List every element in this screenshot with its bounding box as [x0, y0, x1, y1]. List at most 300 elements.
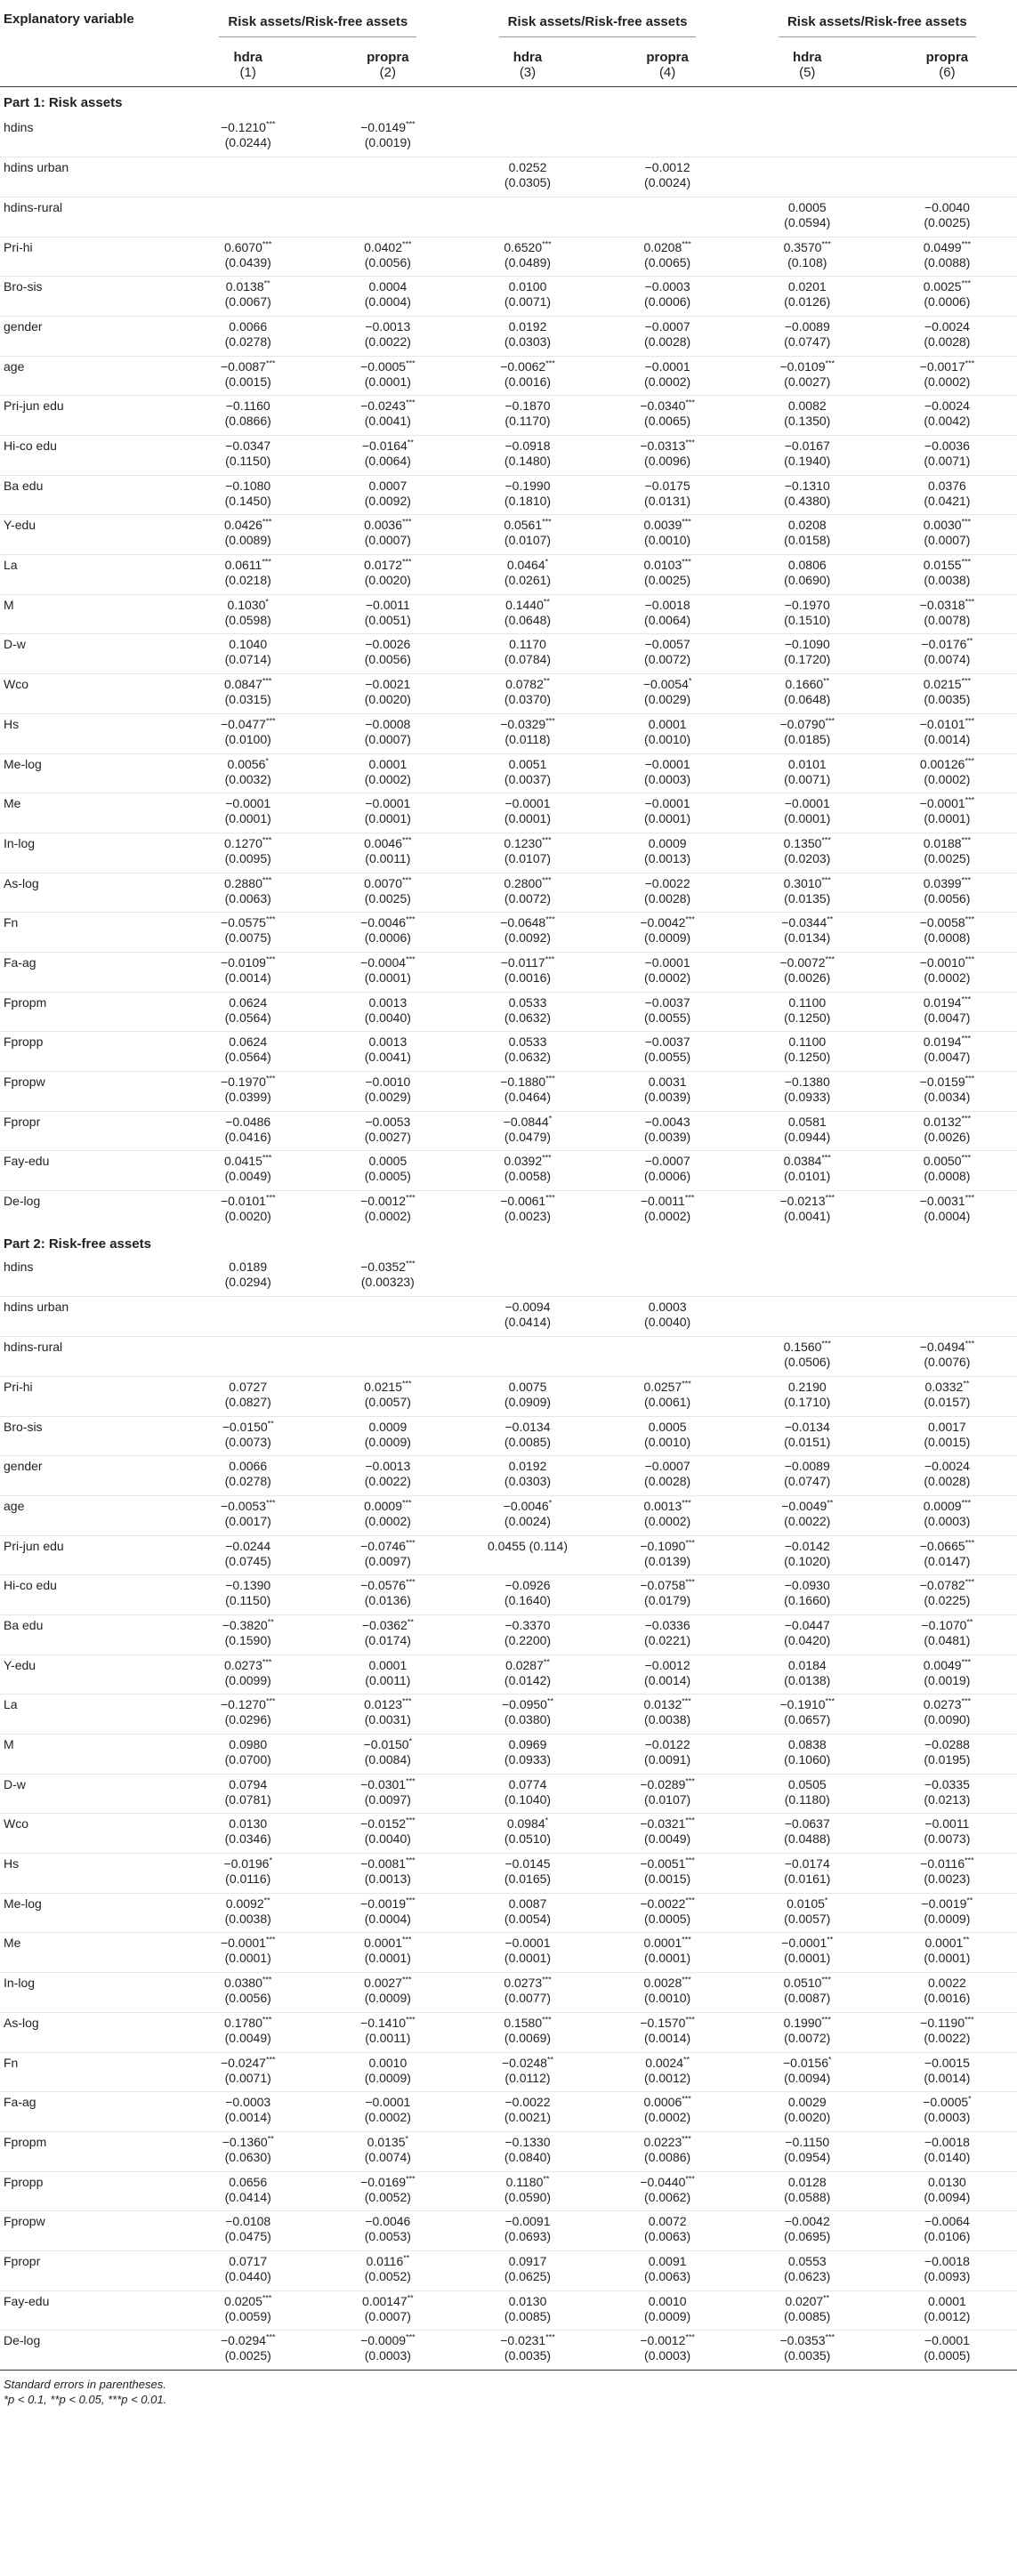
table-cell — [318, 1111, 457, 1151]
standard-error: (0.0165) — [504, 1872, 552, 1887]
standard-error: (0.0003) — [644, 2348, 691, 2363]
coefficient: 0.0257*** — [643, 1379, 691, 1394]
table-cell — [457, 1854, 597, 1894]
standard-error: (0.0065) — [644, 414, 691, 429]
table-cell — [178, 753, 318, 793]
table-row — [0, 1337, 1017, 1377]
table-row — [0, 1973, 1017, 2013]
coefficient: −0.0008 — [365, 716, 411, 731]
table-cell — [738, 1191, 877, 1231]
table-row — [0, 1151, 1017, 1191]
standard-error: (0.0118) — [504, 731, 551, 746]
variable-name: Hi-co edu — [0, 1575, 178, 1615]
coefficient: 0.0101 — [787, 756, 827, 771]
table-cell — [738, 674, 877, 714]
coefficient: −0.1970*** — [220, 1074, 276, 1089]
standard-error: (0.0781) — [224, 1791, 271, 1807]
standard-error: (0.0023) — [504, 1209, 552, 1224]
standard-error: (0.1180) — [784, 1791, 830, 1807]
standard-error: (0.0564) — [224, 1050, 271, 1065]
table-cell — [318, 952, 457, 992]
coefficient: −0.0011*** — [640, 1193, 695, 1209]
standard-error: (0.0690) — [784, 573, 831, 588]
table-cell — [877, 1575, 1017, 1615]
coefficient: −0.0844* — [503, 1114, 553, 1129]
table-cell — [178, 356, 318, 396]
standard-error: (0.0370) — [504, 692, 552, 707]
table-cell — [318, 197, 457, 237]
standard-error: (0.0479) — [504, 1129, 552, 1144]
standard-error: (0.0116) — [225, 1872, 271, 1887]
coefficient: −0.0134 — [504, 1419, 551, 1434]
coefficient: 0.0009*** — [923, 1498, 972, 1513]
coefficient: 0.0001 — [368, 756, 408, 771]
coefficient: 0.0215*** — [364, 1379, 412, 1394]
table-cell — [598, 793, 738, 833]
coefficient: 0.0010 — [648, 2293, 687, 2308]
table-row — [0, 1854, 1017, 1894]
coefficient: 0.0208 — [787, 518, 827, 533]
coefficient: −0.0353*** — [779, 2332, 835, 2348]
standard-error: (0.0027) — [784, 374, 831, 389]
table-cell — [457, 117, 597, 157]
variable-name: Fa-ag — [0, 952, 178, 992]
coefficient: −0.0301*** — [360, 1776, 416, 1791]
table-cell — [738, 1854, 877, 1894]
table-cell — [318, 2131, 457, 2171]
column-group-header-2: Risk assets/Risk-free assets — [457, 0, 737, 46]
table-cell — [318, 1933, 457, 1973]
table-cell — [457, 1191, 597, 1231]
standard-error: (0.0151) — [784, 1434, 831, 1449]
standard-error: (0.0014) — [644, 1672, 691, 1687]
table-cell — [598, 2250, 738, 2290]
standard-error: (0.0035) — [504, 2348, 552, 2363]
coefficient: 0.0624 — [229, 994, 268, 1010]
footnote-standard-errors: Standard errors in parentheses. — [0, 2371, 1017, 2393]
coefficient: −0.0057 — [644, 637, 690, 652]
header-spacer — [0, 46, 178, 87]
table-cell — [598, 952, 738, 992]
standard-error: (0.0013) — [644, 850, 691, 865]
table-cell — [598, 873, 738, 913]
standard-error: (0.0097) — [364, 1553, 411, 1568]
table-cell — [318, 674, 457, 714]
coefficient: 0.0727 — [229, 1379, 268, 1394]
coefficient: −0.0150* — [363, 1736, 413, 1751]
table-cell — [877, 1376, 1017, 1416]
table-cell — [457, 2092, 597, 2132]
variable-name: Ba edu — [0, 475, 178, 515]
standard-error: (0.0056) — [364, 652, 411, 667]
standard-error: (0.0218) — [224, 573, 271, 588]
coefficient: −0.0116*** — [920, 1856, 974, 1872]
coefficient: −0.1070** — [921, 1617, 973, 1632]
standard-error: (0.1510) — [784, 612, 831, 627]
standard-error: (0.0099) — [224, 1672, 271, 1687]
standard-error: (0.0001) — [784, 811, 831, 826]
standard-error: (0.0022) — [784, 1513, 831, 1528]
coefficient: 0.00126*** — [919, 755, 974, 771]
standard-error: (0.0019) — [364, 135, 411, 149]
standard-error: (0.0009) — [644, 2308, 691, 2323]
table-cell — [178, 1032, 318, 1072]
standard-error: (0.0029) — [364, 1090, 411, 1104]
variable-name: Ba edu — [0, 1614, 178, 1654]
table-cell — [178, 873, 318, 913]
table-cell — [457, 436, 597, 476]
standard-error: (0.0016) — [504, 970, 552, 985]
table-cell — [178, 515, 318, 555]
table-cell — [738, 594, 877, 634]
coefficient: −0.0159*** — [919, 1074, 975, 1089]
table-cell — [457, 713, 597, 753]
standard-error: (0.0001) — [784, 1951, 831, 1966]
coefficient: −0.1570*** — [640, 2015, 695, 2030]
standard-error: (0.0005) — [924, 2348, 971, 2363]
table-cell — [598, 1695, 738, 1735]
coefficient: −0.0049** — [781, 1498, 834, 1513]
coefficient: −0.0094 — [504, 1300, 551, 1315]
table-row — [0, 753, 1017, 793]
table-cell — [178, 2171, 318, 2211]
standard-error: (0.0074) — [364, 2149, 411, 2164]
coefficient: 0.0399*** — [923, 874, 972, 890]
coefficient: 0.0774 — [508, 1776, 547, 1791]
table-cell — [598, 1416, 738, 1456]
coefficient: 0.0050*** — [923, 1153, 972, 1169]
coefficient: 0.0917 — [508, 2253, 547, 2268]
standard-error: (0.0056) — [924, 890, 971, 906]
coefficient: 0.1580*** — [504, 2015, 552, 2030]
standard-error: (0.0056) — [224, 1991, 271, 2006]
standard-error: (0.0040) — [364, 1010, 411, 1025]
table-cell — [318, 1032, 457, 1072]
table-cell — [457, 1893, 597, 1933]
standard-error: (0.0648) — [504, 612, 552, 627]
standard-error: (0.0481) — [924, 1632, 971, 1647]
variable-name: Me — [0, 1933, 178, 1973]
standard-error: (0.0038) — [224, 1911, 271, 1926]
standard-error: (0.0006) — [364, 930, 411, 946]
table-cell — [738, 753, 877, 793]
coefficient: −0.0001 — [644, 358, 690, 374]
standard-error: (0.0010) — [644, 1434, 691, 1449]
coefficient: 0.0116** — [366, 2253, 410, 2268]
table-row — [0, 873, 1017, 913]
table-body — [0, 87, 1017, 2371]
table-cell — [877, 1072, 1017, 1112]
standard-error: (0.0038) — [924, 573, 971, 588]
standard-error: (0.0007) — [364, 533, 411, 548]
coefficient: −0.0001 — [644, 796, 690, 811]
variable-name: Fay-edu — [0, 2290, 178, 2330]
standard-error: (0.0693) — [504, 2229, 552, 2244]
standard-error: (0.0014) — [224, 970, 271, 985]
standard-error: (0.0062) — [644, 2189, 691, 2204]
coefficient: 0.0782** — [505, 676, 550, 692]
coefficient: −0.0053*** — [220, 1498, 276, 1513]
coefficient: −0.0003 — [225, 2095, 271, 2110]
table-cell — [178, 1456, 318, 1496]
coefficient: 0.0273*** — [504, 1975, 552, 1991]
standard-error: (0.0026) — [924, 1129, 971, 1144]
coefficient: −0.0362** — [361, 1617, 414, 1632]
standard-error: (0.0089) — [224, 533, 271, 548]
standard-error: (0.0006) — [644, 294, 691, 310]
coefficient: 0.0192 — [508, 318, 547, 334]
standard-error: (0.0056) — [364, 254, 411, 270]
table-row — [0, 515, 1017, 555]
coefficient: −0.1080 — [225, 478, 271, 493]
table-cell — [877, 1654, 1017, 1695]
standard-error: (0.0085) — [504, 1434, 552, 1449]
coefficient: −0.1310 — [784, 478, 830, 493]
coefficient: 0.0192 — [508, 1459, 547, 1474]
table-cell — [457, 1614, 597, 1654]
standard-error: (0.0134) — [784, 930, 831, 946]
standard-error: (0.0305) — [504, 175, 552, 190]
coefficient: −0.0174 — [784, 1856, 830, 1872]
standard-error: (0.0020) — [784, 2110, 831, 2125]
table-cell — [457, 1337, 597, 1377]
table-cell — [178, 316, 318, 356]
coefficient: 0.0007 — [368, 478, 408, 493]
table-cell — [178, 1933, 318, 1973]
table-cell — [738, 1257, 877, 1297]
coefficient: 0.0001 — [648, 716, 687, 731]
standard-error: (0.0021) — [504, 2110, 552, 2125]
table-row — [0, 555, 1017, 595]
standard-error: (0.00323) — [360, 1275, 415, 1290]
coefficient: 0.0128 — [787, 2174, 827, 2189]
standard-error: (0.0095) — [224, 850, 271, 865]
variable-name: Pri-jun edu — [0, 396, 178, 436]
standard-error: (0.0954) — [784, 2149, 831, 2164]
coefficient: 0.1660** — [785, 676, 830, 692]
table-cell — [738, 475, 877, 515]
table-cell — [738, 316, 877, 356]
standard-error: (0.0064) — [364, 454, 411, 468]
coefficient: 0.1100 — [788, 1034, 827, 1050]
part-title: Part 1: Risk assets — [4, 94, 123, 110]
variable-name: As-log — [0, 2012, 178, 2052]
table-row — [0, 2171, 1017, 2211]
table-cell — [178, 1495, 318, 1535]
coefficient: −0.0648*** — [500, 914, 555, 930]
coefficient: 0.0415*** — [224, 1153, 272, 1169]
coefficient: 0.0024** — [645, 2054, 690, 2070]
standard-error: (0.0632) — [504, 1010, 552, 1025]
coefficient: −0.0007 — [644, 1154, 690, 1169]
coefficient: −0.1910*** — [779, 1696, 835, 1712]
coefficient: 0.0036*** — [364, 517, 412, 533]
standard-error: (0.0648) — [784, 692, 831, 707]
standard-error: (0.0007) — [364, 731, 411, 746]
standard-error: (0.0106) — [924, 2229, 971, 2244]
table-row — [0, 1072, 1017, 1112]
variable-name: As-log — [0, 873, 178, 913]
table-cell — [457, 1456, 597, 1496]
table-cell — [877, 316, 1017, 356]
table-cell — [457, 1933, 597, 1973]
table-cell — [457, 1535, 597, 1575]
standard-error: (0.2200) — [504, 1632, 552, 1647]
variable-name: Fay-edu — [0, 1151, 178, 1191]
standard-error: (0.0094) — [924, 2189, 971, 2204]
table-cell — [598, 316, 738, 356]
table-cell — [178, 1774, 318, 1814]
coefficient: 0.0075 — [508, 1379, 547, 1394]
table-cell — [318, 2211, 457, 2251]
standard-error: (0.0041) — [784, 1209, 831, 1224]
table-cell — [457, 1072, 597, 1112]
coefficient: −0.0011 — [924, 1816, 970, 1831]
standard-error: (0.0029) — [644, 692, 691, 707]
standard-error: (0.1450) — [224, 493, 271, 508]
table-cell — [877, 753, 1017, 793]
table-cell — [457, 1376, 597, 1416]
table-cell — [598, 1973, 738, 2013]
table-cell — [738, 157, 877, 197]
table-cell — [457, 237, 597, 277]
table-cell — [178, 1257, 318, 1297]
coefficient: 0.0001*** — [364, 1935, 412, 1951]
coefficient: 0.1230*** — [504, 835, 552, 850]
coefficient: 0.0066 — [229, 318, 268, 334]
table-row — [0, 2131, 1017, 2171]
coefficient: −0.0790*** — [779, 716, 835, 731]
coefficient: 0.1100 — [788, 994, 827, 1010]
standard-error: (0.0174) — [364, 1632, 411, 1647]
standard-error: (0.0004) — [364, 1911, 411, 1926]
table-cell — [877, 1933, 1017, 1973]
table-cell — [877, 475, 1017, 515]
coefficient: −0.0196* — [223, 1856, 272, 1872]
table-cell — [877, 117, 1017, 157]
coefficient: −0.0051*** — [640, 1856, 695, 1872]
variable-name: D-w — [0, 1774, 178, 1814]
standard-error: (0.0126) — [784, 294, 831, 310]
coefficient: −0.0004*** — [360, 954, 416, 970]
table-cell — [877, 2211, 1017, 2251]
table-cell — [178, 157, 318, 197]
standard-error: (0.0035) — [784, 2348, 831, 2363]
table-cell — [178, 436, 318, 476]
table-row — [0, 197, 1017, 237]
variable-name: hdins-rural — [0, 197, 178, 237]
coefficient: 0.0004 — [368, 279, 408, 294]
coefficient: −0.0447 — [784, 1617, 830, 1632]
coefficient: 0.0208*** — [643, 238, 691, 254]
standard-error: (0.1060) — [784, 1752, 831, 1767]
table-row — [0, 1893, 1017, 1933]
table-cell — [457, 356, 597, 396]
table-cell — [598, 2012, 738, 2052]
standard-error: (0.0107) — [504, 850, 552, 865]
coefficient: −0.0007 — [644, 318, 690, 334]
variable-name: Fpropm — [0, 992, 178, 1032]
variable-name: Pri-hi — [0, 237, 178, 277]
coefficient: 0.0138** — [225, 278, 270, 294]
table-row — [0, 2330, 1017, 2371]
standard-error: (0.0041) — [364, 414, 411, 429]
explanatory-variable-header: Explanatory variable — [4, 12, 134, 27]
table-cell — [738, 833, 877, 873]
coefficient: 0.0847*** — [224, 676, 272, 692]
standard-error: (0.0005) — [364, 1169, 411, 1184]
coefficient: −0.1360** — [222, 2134, 274, 2149]
standard-error: (0.0071) — [224, 2070, 271, 2085]
standard-error: (0.0009) — [364, 2070, 411, 2085]
coefficient: 0.0046*** — [364, 835, 412, 850]
standard-error: (0.0909) — [504, 1394, 552, 1409]
variable-name: Me-log — [0, 753, 178, 793]
coefficient: 0.1990*** — [783, 2015, 831, 2030]
table-cell — [738, 2171, 877, 2211]
table-cell — [877, 2052, 1017, 2092]
table-cell — [598, 197, 738, 237]
table-cell — [318, 594, 457, 634]
standard-error: (0.0069) — [504, 2030, 552, 2045]
variable-name: gender — [0, 316, 178, 356]
table-row — [0, 594, 1017, 634]
table-row — [0, 634, 1017, 674]
coefficient: 0.0969 — [508, 1737, 547, 1751]
table-row — [0, 992, 1017, 1032]
coefficient: 0.0070*** — [364, 874, 412, 890]
coefficient: 0.0510*** — [783, 1975, 831, 1991]
table-row — [0, 436, 1017, 476]
standard-error: (0.0001) — [224, 1951, 271, 1966]
standard-error: (0.0008) — [924, 1169, 971, 1184]
coefficient: −0.0043 — [644, 1114, 690, 1129]
table-cell — [598, 992, 738, 1032]
coefficient: −0.0152*** — [360, 1815, 416, 1831]
table-cell — [877, 713, 1017, 753]
standard-error: (0.0001) — [224, 811, 271, 826]
table-row — [0, 1376, 1017, 1416]
table-cell — [598, 1933, 738, 1973]
coefficient: 0.0013 — [368, 994, 408, 1010]
standard-error: (0.1170) — [504, 414, 551, 429]
standard-error: (0.0075) — [224, 930, 271, 946]
table-cell — [178, 1654, 318, 1695]
coefficient: 0.0013 — [368, 1034, 408, 1050]
table-cell — [877, 1535, 1017, 1575]
table-cell — [318, 1376, 457, 1416]
variable-name: age — [0, 356, 178, 396]
table-row — [0, 2250, 1017, 2290]
standard-error: (0.0002) — [364, 1513, 411, 1528]
table-cell — [598, 674, 738, 714]
standard-error: (0.0346) — [224, 1831, 271, 1847]
coefficient: −0.0026 — [365, 637, 411, 652]
table-cell — [877, 793, 1017, 833]
table-cell — [598, 1893, 738, 1933]
table-cell — [877, 833, 1017, 873]
table-cell — [457, 833, 597, 873]
table-cell — [738, 436, 877, 476]
coefficient: 0.0022 — [927, 1976, 966, 1991]
table-cell — [598, 2330, 738, 2371]
coefficient: 0.0392*** — [504, 1153, 552, 1169]
standard-error: (0.0598) — [224, 612, 271, 627]
standard-error: (0.0022) — [924, 2030, 971, 2045]
coefficient: −0.0176** — [921, 636, 973, 652]
coefficient: −0.0053 — [365, 1114, 411, 1129]
standard-error: (0.0179) — [644, 1593, 691, 1608]
